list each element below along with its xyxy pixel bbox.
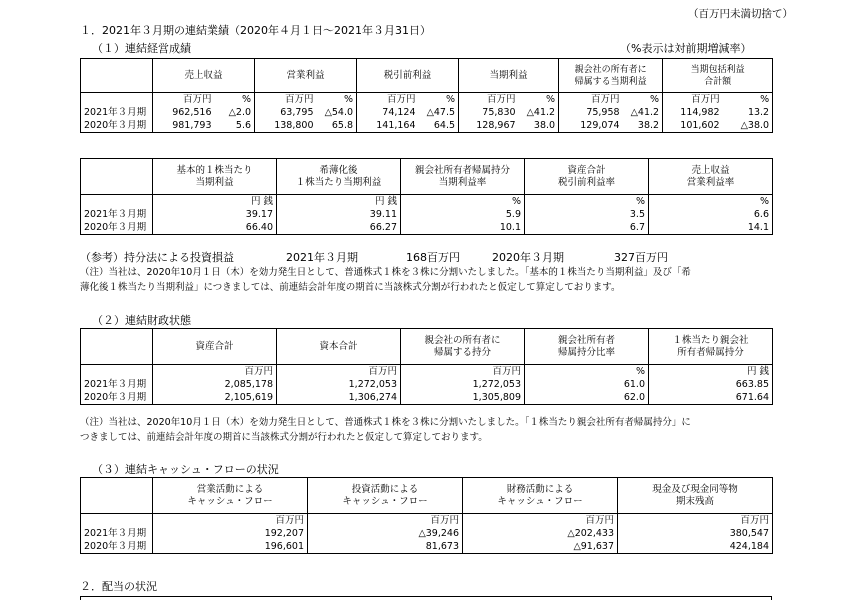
cell: 1,306,274	[277, 391, 401, 405]
unit: 百万円	[308, 514, 463, 528]
header-pretax-profit: 税引前利益	[357, 59, 459, 93]
cell: 14.1	[649, 221, 773, 235]
header-revenue: 売上収益	[153, 59, 255, 93]
header-bps: １株当たり親会社 所有者帰属持分	[649, 329, 773, 365]
note1-line1: （注）当社は、2020年10月１日（木）を効力発生日として、普通株式１株を３株に分割いたしました。「基本的１株当たり当期利益」及び「希	[80, 267, 691, 278]
header-owner-equity: 親会社の所有者に 帰属する持分	[401, 329, 525, 365]
row-label: 2021年３月期	[81, 106, 153, 119]
unit: 百万円	[401, 365, 525, 379]
cell: 5.9	[401, 208, 525, 221]
cell: △38.0	[723, 119, 773, 133]
cell: 75,958	[559, 106, 623, 119]
dividend-table-top-edge	[80, 596, 772, 600]
cell: 62.0	[525, 391, 649, 405]
cell: 981,793	[153, 119, 215, 133]
cell: 101,602	[663, 119, 723, 133]
cell: 2,085,178	[153, 378, 277, 391]
cell: △2.0	[215, 106, 255, 119]
unit: %	[317, 93, 357, 107]
cell: 424,184	[618, 540, 773, 554]
cell: 39.11	[277, 208, 401, 221]
row-label: 2021年３月期	[81, 527, 153, 540]
cell: 380,547	[618, 527, 773, 540]
header-operating-profit: 営業利益	[255, 59, 357, 93]
unit: %	[401, 195, 525, 209]
cell: 3.5	[525, 208, 649, 221]
unit: 百万円	[255, 93, 317, 107]
corner-cell	[81, 59, 153, 93]
unit: 円 銭	[649, 365, 773, 379]
section1-title: １．2021年３月期の連結業績（2020年４月１日～2021年３月31日）	[80, 24, 431, 37]
header-roa: 資産合計 税引前利益率	[525, 159, 649, 195]
row-label: 2020年３月期	[81, 540, 153, 554]
header-comprehensive: 当期包括利益 合計額	[663, 59, 773, 93]
unit-label-cell	[81, 195, 153, 209]
unit: %	[519, 93, 559, 107]
cell: 1,272,053	[401, 378, 525, 391]
unit: 百万円	[463, 514, 618, 528]
reference-y2-label: 2020年３月期	[492, 251, 564, 264]
corner-cell	[81, 159, 153, 195]
unit-note: （百万円未満切捨て）	[688, 8, 793, 20]
cell: 39.17	[153, 208, 277, 221]
unit: %	[649, 195, 773, 209]
cell: 38.0	[519, 119, 559, 133]
cell: 671.64	[649, 391, 773, 405]
unit: 円 銭	[277, 195, 401, 209]
row-label: 2021年３月期	[81, 378, 153, 391]
cell: 128,967	[459, 119, 519, 133]
cell: △41.2	[623, 106, 663, 119]
cell: 61.0	[525, 378, 649, 391]
cell: △202,433	[463, 527, 618, 540]
cell: 6.7	[525, 221, 649, 235]
unit-label-cell	[81, 93, 153, 107]
cell: 66.27	[277, 221, 401, 235]
note2-line2: つきましては、前連結会計年度の期首に当該株式分割が行われたと仮定して算定しております。	[80, 432, 488, 443]
row-label: 2020年３月期	[81, 119, 153, 133]
cell: 6.6	[649, 208, 773, 221]
cell: 2,105,619	[153, 391, 277, 405]
unit: 百万円	[153, 93, 215, 107]
cell: 138,800	[255, 119, 317, 133]
unit: 百万円	[277, 365, 401, 379]
unit: 百万円	[618, 514, 773, 528]
unit: 円 銭	[153, 195, 277, 209]
cell: 65.8	[317, 119, 357, 133]
reference-y2-value: 327百万円	[614, 251, 668, 264]
unit: %	[525, 365, 649, 379]
cell: 663.85	[649, 378, 773, 391]
unit: %	[215, 93, 255, 107]
cell: 81,673	[308, 540, 463, 554]
unit-label-cell	[81, 365, 153, 379]
cell: 114,982	[663, 106, 723, 119]
unit: 百万円	[153, 365, 277, 379]
header-roe: 親会社所有者帰属持分 当期利益率	[401, 159, 525, 195]
header-diluted-eps: 希薄化後 １株当たり当期利益	[277, 159, 401, 195]
cell: 74,124	[357, 106, 419, 119]
section2-title: ２．配当の状況	[80, 580, 157, 593]
reference-y1-value: 168百万円	[406, 251, 460, 264]
unit: 百万円	[559, 93, 623, 107]
cell: 63,795	[255, 106, 317, 119]
per-share-table	[80, 158, 773, 235]
cell: 129,074	[559, 119, 623, 133]
header-financing-cf: 財務活動による キャッシュ・フロー	[463, 478, 618, 514]
corner-cell	[81, 329, 153, 365]
sub3-title: （３）連結キャッシュ・フローの状況	[92, 463, 279, 476]
cell: 196,601	[153, 540, 308, 554]
cell: △47.5	[419, 106, 459, 119]
unit: 百万円	[153, 514, 308, 528]
financial-position-table	[80, 328, 773, 405]
cell: △39,246	[308, 527, 463, 540]
unit: 百万円	[459, 93, 519, 107]
unit: 百万円	[357, 93, 419, 107]
header-owner-profit: 親会社の所有者に 帰属する当期利益	[559, 59, 663, 93]
unit: %	[623, 93, 663, 107]
note2-line1: （注）当社は、2020年10月１日（木）を効力発生日として、普通株式１株を３株に分割いたしました。「１株当たり親会社所有者帰属持分」に	[80, 417, 691, 428]
operating-results-table	[80, 58, 773, 133]
header-total-assets: 資産合計	[153, 329, 277, 365]
note1-line2: 薄化後１株当たり当期利益」につきましては、前連結会計年度の期首に当該株式分割が行われたと仮定して算定しております。	[80, 282, 621, 293]
header-basic-eps: 基本的１株当たり 当期利益	[153, 159, 277, 195]
cell: △91,637	[463, 540, 618, 554]
cell: △41.2	[519, 106, 559, 119]
header-cash-balance: 現金及び現金同等物 期末残高	[618, 478, 773, 514]
cell: 1,272,053	[277, 378, 401, 391]
cell: 13.2	[723, 106, 773, 119]
header-total-equity: 資本合計	[277, 329, 401, 365]
row-label: 2020年３月期	[81, 391, 153, 405]
unit: %	[723, 93, 773, 107]
header-op-margin: 売上収益 営業利益率	[649, 159, 773, 195]
unit: 百万円	[663, 93, 723, 107]
cash-flow-table	[80, 477, 773, 554]
cell: 5.6	[215, 119, 255, 133]
unit-label-cell	[81, 514, 153, 528]
cell: 1,305,809	[401, 391, 525, 405]
corner-cell	[81, 478, 153, 514]
cell: 75,830	[459, 106, 519, 119]
cell: 66.40	[153, 221, 277, 235]
pct-note: （%表示は対前期増減率）	[620, 42, 752, 55]
cell: △54.0	[317, 106, 357, 119]
reference-label: （参考）持分法による投資損益	[80, 251, 234, 264]
unit: %	[525, 195, 649, 209]
cell: 64.5	[419, 119, 459, 133]
row-label: 2020年３月期	[81, 221, 153, 235]
header-operating-cf: 営業活動による キャッシュ・フロー	[153, 478, 308, 514]
cell: 38.2	[623, 119, 663, 133]
header-net-profit: 当期利益	[459, 59, 559, 93]
sub2-title: （２）連結財政状態	[92, 314, 191, 327]
cell: 192,207	[153, 527, 308, 540]
sub1-title: （１）連結経営成績	[92, 42, 191, 55]
cell: 141,164	[357, 119, 419, 133]
header-equity-ratio: 親会社所有者 帰属持分比率	[525, 329, 649, 365]
header-investing-cf: 投資活動による キャッシュ・フロー	[308, 478, 463, 514]
cell: 962,516	[153, 106, 215, 119]
unit: %	[419, 93, 459, 107]
cell: 10.1	[401, 221, 525, 235]
row-label: 2021年３月期	[81, 208, 153, 221]
reference-y1-label: 2021年３月期	[286, 251, 358, 264]
